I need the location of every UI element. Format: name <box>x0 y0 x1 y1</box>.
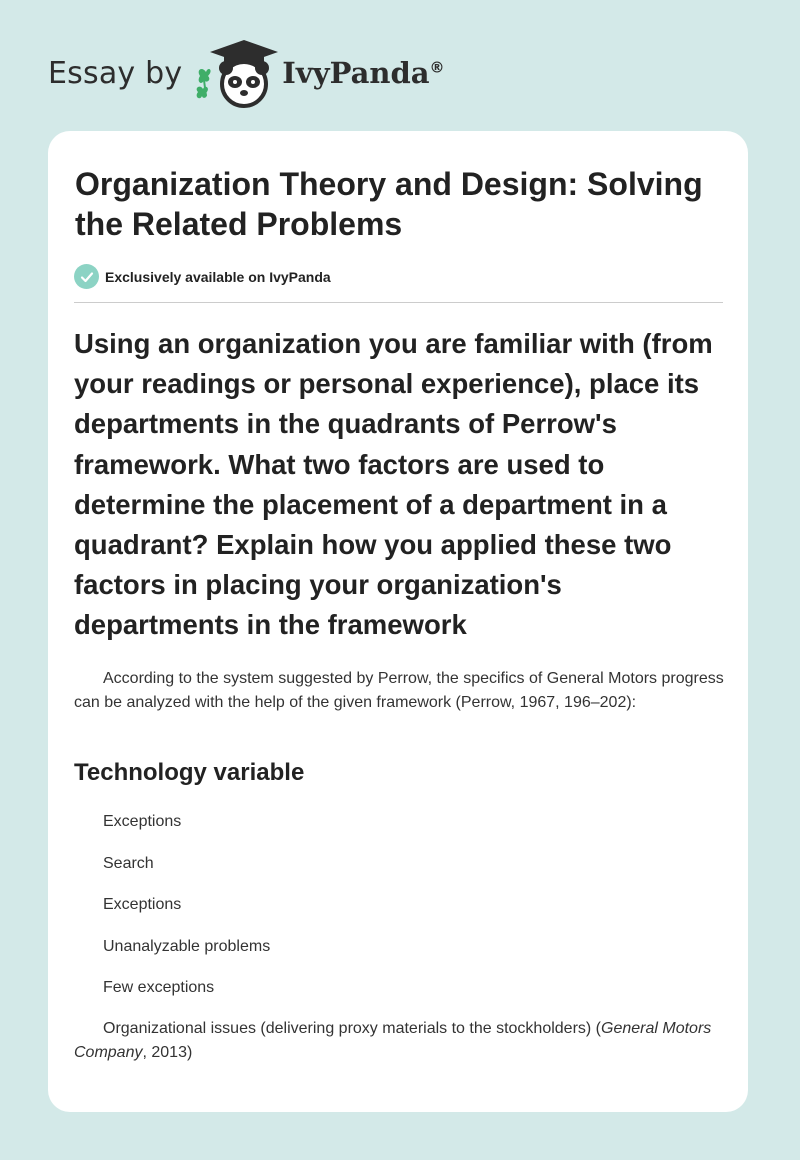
ivypanda-logo-icon[interactable] <box>194 36 280 110</box>
intro-paragraph: According to the system suggested by Perrow, the specifics of General Motors progress can be analyzed with the help of the given framework (Perrow, 1967, 196–202): <box>74 670 724 711</box>
essay-by-label: Essay by <box>48 55 183 91</box>
brand-name[interactable]: IvyPanda® <box>282 56 445 90</box>
check-circle-icon <box>74 264 99 289</box>
essay-title: Organization Theory and Design: Solving the Related Problems <box>75 166 703 242</box>
list-item: Exceptions <box>103 813 182 830</box>
list-item: Unanalyzable problems <box>103 938 271 955</box>
divider <box>74 302 723 303</box>
list-item: Few exceptions <box>103 979 215 996</box>
question-heading: Using an organization you are familiar with (from your readings or personal experience), place its departments in the quadrants of Perrow's framework. What two factors are used to determine the placement of a department in a quadrant? Explain how you applied these two factors in placing your organization's departments in the framework <box>74 328 713 641</box>
essay-card <box>48 131 748 1112</box>
list-item: Search <box>103 855 154 872</box>
closing-paragraph: Organizational issues (delivering proxy materials to the stockholders) (General Motors Company, 2013) <box>74 1020 712 1061</box>
site-header <box>48 36 445 110</box>
list-item: Exceptions <box>103 896 182 913</box>
citation: General Motors Company <box>74 1020 712 1061</box>
section-heading: Technology variable <box>74 759 305 786</box>
exclusive-badge <box>74 264 331 289</box>
exclusive-badge-text: Exclusively available on IvyPanda <box>105 268 331 285</box>
